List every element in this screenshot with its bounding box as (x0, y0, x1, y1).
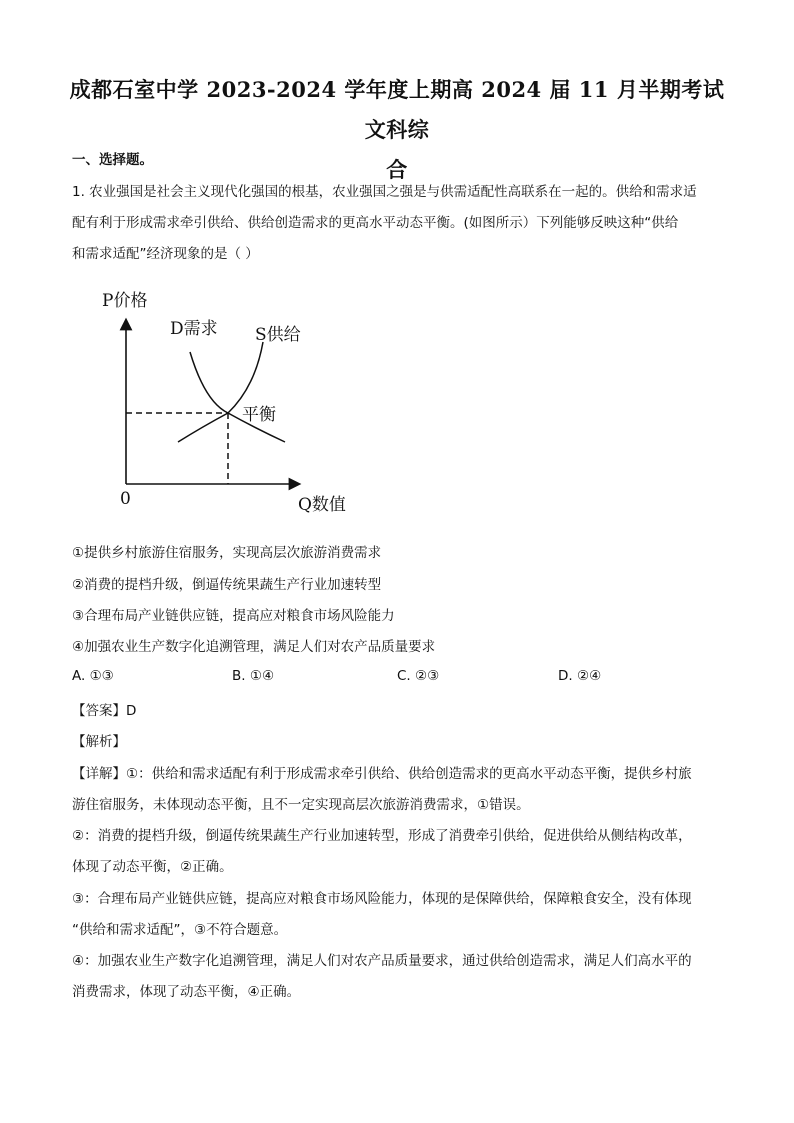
explanation-line-6: “供给和需求适配”，③不符合题意。 (72, 922, 288, 938)
item-4: ④加强农业生产数字化追溯管理，满足人们对农产品质量要求 (72, 639, 436, 655)
item-2: ②消费的提档升级，倒逼传统果蔬生产行业加速转型 (72, 577, 382, 593)
analysis-heading: 【解析】 (72, 734, 126, 750)
question-stem-line-2: 配有利于形成需求牵引供给、供给创造需求的更高水平动态平衡。(如图所示）下列能够反映这种“供给 (72, 215, 679, 231)
demand-curve (190, 352, 285, 442)
title-line-2: 合 (386, 157, 408, 182)
item-3: ③合理布局产业链供应链，提高应对粮食市场风险能力 (72, 608, 395, 624)
explanation-line-3: ②：消费的提档升级，倒逼传统果蔬生产行业加速转型，形成了消费牵引供给，促进供给从侧结构改革， (72, 828, 692, 844)
section-heading: 一、选择题。 (72, 152, 153, 168)
option-b: B. ①④ (232, 668, 275, 684)
explanation-line-2: 游住宿服务，未体现动态平衡，且不一定实现高层次旅游消费需求，①错误。 (72, 797, 530, 813)
supply-curve (178, 342, 263, 442)
option-d: D. ②④ (558, 668, 602, 684)
origin-label: 0 (120, 489, 131, 509)
explanation-line-4: 体现了动态平衡，②正确。 (72, 859, 233, 875)
answer-line: 【答案】D (72, 703, 137, 719)
option-c: C. ②③ (397, 668, 440, 684)
demand-label: D需求 (170, 319, 218, 339)
explanation-line-5: ③：合理布局产业链供应链，提高应对粮食市场风险能力，体现的是保障供给，保障粮食安全，没有体现 (72, 891, 692, 907)
explanation-line-7: ④：加强农业生产数字化追溯管理，满足人们对农产品质量要求，通过供给创造需求，满足人们高水平的 (72, 953, 692, 969)
title-line-1: 成都石室中学 2023-2024 学年度上期高 2024 届 11 月半期考试文科综 (69, 77, 725, 142)
explanation-line-1: 【详解】①：供给和需求适配有利于形成需求牵引供给、供给创造需求的更高水平动态平衡，提供乡村旅 (72, 766, 692, 782)
answer-options (72, 668, 722, 692)
explanation-line-8: 消费需求，体现了动态平衡，④正确。 (72, 984, 301, 1000)
supply-label: S供给 (255, 325, 301, 345)
supply-demand-chart (90, 282, 370, 522)
y-axis-label: P价格 (102, 291, 148, 311)
question-stem-line-1: 1. 农业强国是社会主义现代化强国的根基，农业强国之强是与供需适配性高联系在一起的。供给和需求适 (72, 184, 697, 200)
item-1: ①提供乡村旅游住宿服务，实现高层次旅游消费需求 (72, 545, 382, 561)
x-axis-label: Q数值 (298, 495, 346, 515)
question-stem-line-3: 和需求适配”经济现象的是（ ） (72, 246, 259, 262)
option-a: A. ①③ (72, 668, 114, 684)
equilibrium-label: 平衡 (242, 405, 276, 425)
